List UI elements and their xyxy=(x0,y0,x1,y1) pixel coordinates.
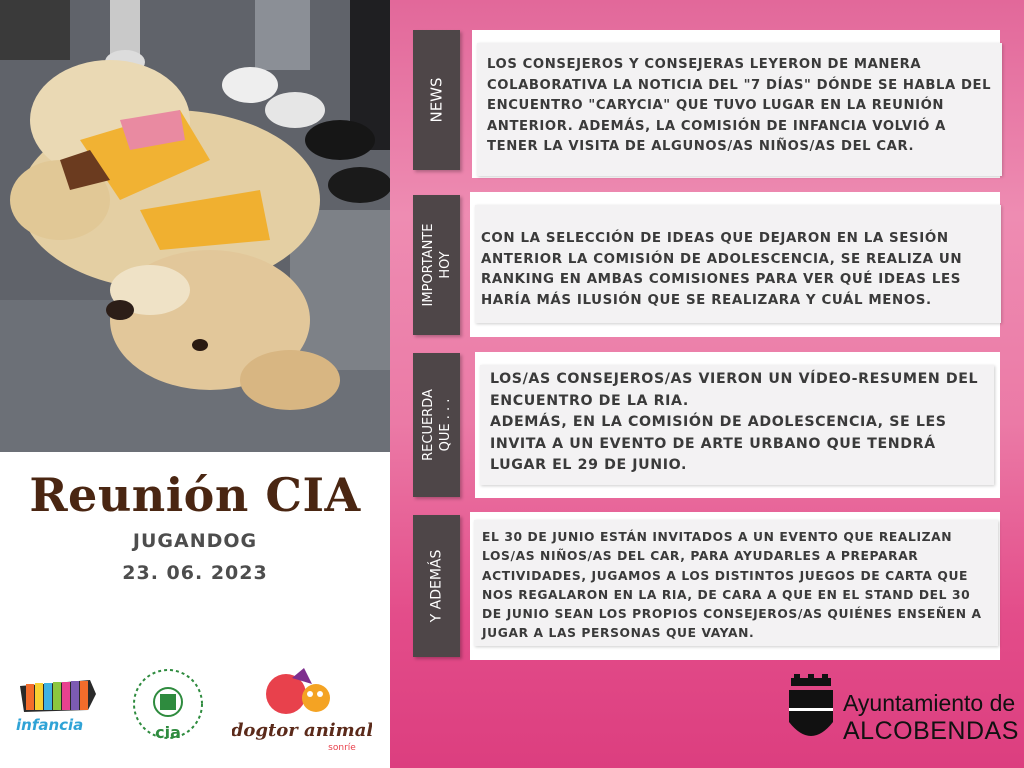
dogtor-animal-logo-tagline: sonríe xyxy=(328,743,356,753)
y-ademas-text: EL 30 DE JUNIO ESTÁN INVITADOS A UN EVENTO QUE REALIZAN LOS/AS NIÑOS/AS DEL CAR, PARA AYUDARLES A PREPARAR ACTIVIDADES, JUGAMOS A LOS DISTINTOS JUEGOS DE CARTA QUE NOS REGALARON EN LA RIA, DE CARA A QUE EN EL STAND DEL 30 DE JUNIO SEAN LOS PROPIOS CONSEJEROS/AS QUIÉNES ENSEÑEN A JUGAR A LAS PERSONAS QUE VAYAN. xyxy=(482,530,982,641)
ayuntamiento-line-1: Ayuntamiento de xyxy=(843,690,1016,716)
tab-line: IMPORTANTE xyxy=(420,223,436,307)
dogtor-animal-logo-text: dogtor animal xyxy=(232,720,372,741)
section-tab-importante-hoy-label xyxy=(420,224,454,307)
ayuntamiento-crest-graphic xyxy=(786,674,836,746)
section-tab-y-ademas-label xyxy=(428,550,445,623)
cia-logo xyxy=(128,668,208,750)
tab-line: Y ADEMÁS xyxy=(428,549,444,623)
dog-photo xyxy=(0,0,390,452)
event-subtitle: JUGANDOG xyxy=(132,530,258,552)
dog-photo-illustration xyxy=(0,0,390,452)
event-date: 23. 06. 2023 xyxy=(122,562,268,584)
ayuntamiento-logo-text xyxy=(843,690,1019,746)
section-tab-importante-hoy xyxy=(413,195,460,335)
tab-line: HOY xyxy=(437,251,453,279)
dogtor-animal-logo xyxy=(232,664,372,760)
tab-line: NEWS xyxy=(427,77,445,123)
cia-logo-graphic xyxy=(128,668,208,750)
section-tab-recuerda-que xyxy=(413,353,460,497)
section-tab-y-ademas xyxy=(413,515,460,657)
importante-hoy-card xyxy=(475,205,1001,323)
dogtor-animal-logo-graphic xyxy=(232,664,372,760)
section-tab-news xyxy=(413,30,460,170)
left-panel xyxy=(0,0,390,768)
recuerda-que-text xyxy=(490,369,984,477)
recuerda-que-card xyxy=(480,365,994,485)
recuerda-que-paragraph-1: LOS/AS CONSEJEROS/AS VIERON UN VÍDEO-RESUMEN DEL ENCUENTRO DE LA RIA. xyxy=(490,371,979,409)
tab-line: QUE . . . xyxy=(437,398,453,452)
recuerda-que-paragraph-2: ADEMÁS, EN LA COMISIÓN DE ADOLESCENCIA, SE LES INVITA A UN EVENTO DE ARTE URBANO QUE TENDRÁ LUGAR EL 29 DE JUNIO. xyxy=(490,414,947,473)
section-tab-news-label xyxy=(428,77,445,122)
page-title: Reunión CIA xyxy=(29,468,361,522)
ayuntamiento-line-2: ALCOBENDAS xyxy=(843,717,1019,745)
section-tab-recuerda-que-label xyxy=(420,389,454,461)
importante-hoy-text: CON LA SELECCIÓN DE IDEAS QUE DEJARON EN LA SESIÓN ANTERIOR LA COMISIÓN DE ADOLESCENCIA, SE REALIZA UN RANKING EN AMBAS COMISIONES PARA VER QUÉ IDEAS LES HARÍA MÁS ILUSIÓN QUE SE REALIZARA Y CUÁL MENOS. xyxy=(481,231,963,308)
news-text: LOS CONSEJEROS Y CONSEJERAS LEYERON DE MANERA COLABORATIVA LA NOTICIA DEL "7 DÍAS" DÓNDE SE HABLA DEL ENCUENTRO "CARYCIA" QUE TUVO LUGAR EN LA REUNIÓN ANTERIOR. ADEMÁS, LA COMISIÓN DE INFANCIA VOLVIÓ A TENER LA VISITA DE ALGUNOS/AS NIÑOS/AS DEL CAR. xyxy=(487,57,992,154)
tab-line: RECUERDA xyxy=(420,389,436,461)
cia-logo-text: cia xyxy=(155,723,181,742)
infancia-logo-graphic xyxy=(18,676,98,716)
y-ademas-card xyxy=(474,520,998,646)
ayuntamiento-crest xyxy=(786,674,836,746)
news-card xyxy=(477,43,1002,176)
infancia-logo-text: infancia xyxy=(16,716,84,734)
